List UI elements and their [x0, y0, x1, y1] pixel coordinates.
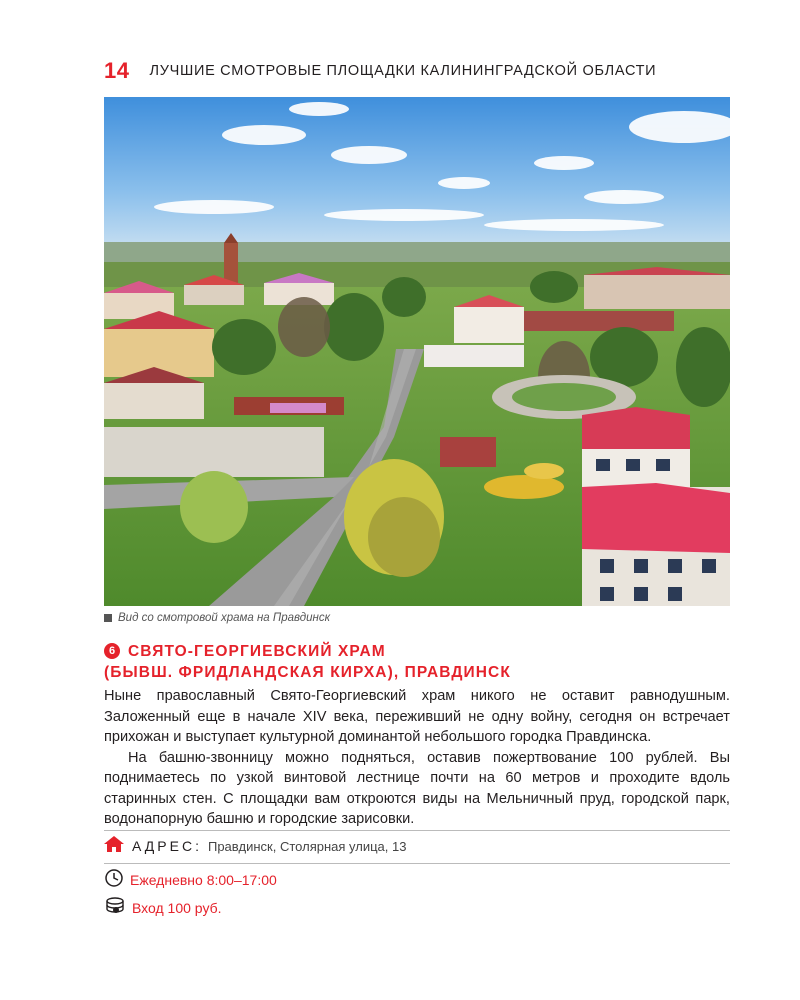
house-icon: [104, 835, 124, 858]
address-label: АДРЕС:: [132, 838, 202, 854]
price-row: [104, 897, 222, 919]
section-title: [104, 641, 511, 683]
address-value: Правдинск, Столярная улица, 13: [207, 838, 407, 854]
town-photo: [104, 97, 730, 606]
caption-text: Вид со смотровой храма на Правдинск: [118, 612, 331, 624]
hours-row: [104, 869, 277, 891]
section-title-line1: СВЯТО-ГЕОРГИЕВСКИЙ ХРАМ: [128, 643, 386, 660]
clock-icon: [104, 868, 124, 893]
page-number: 14: [104, 58, 130, 83]
divider-top: [104, 830, 730, 831]
attraction-section: [104, 641, 730, 830]
section-title-line2: (БЫВШ. ФРИДЛАНДСКАЯ КИРХА), ПРАВДИНСК: [104, 664, 511, 681]
entry-price: Вход 100 руб.: [132, 900, 222, 916]
address-row: [104, 835, 406, 857]
page-header: [104, 58, 730, 84]
section-heading: [104, 641, 730, 683]
section-body: [104, 686, 730, 830]
opening-hours: Ежедневно 8:00–17:00: [130, 872, 277, 888]
coins-icon: [104, 896, 126, 921]
paragraph-2: На башню-звонницу можно подняться, оставив пожертвование 100 рублей. Вы поднимаетесь по узкой винтовой лестнице почти на 60 метров и проходите вдоль старинных стен. С площадки вам откроются виды на Мельничный пруд, городской парк, водонапорную башню и городские зарисовки.: [104, 749, 730, 827]
caption-marker: [104, 614, 112, 622]
divider-bottom: [104, 863, 730, 864]
running-title: ЛУЧШИЕ СМОТРОВЫЕ ПЛОЩАДКИ КАЛИНИНГРАДСКОЙ ОБЛАСТИ: [149, 63, 657, 79]
paragraph-1: Ныне православный Свято-Георгиевский храм никого не оставит равнодушным. Заложенный еще в начале XIV века, переживший не одну войну, сегодня он встречает прихожан и выступает культурной доминантой небольшого городка Правдинска.: [104, 688, 730, 745]
photo-caption: [104, 612, 330, 624]
section-number-badge: 6: [104, 643, 120, 659]
